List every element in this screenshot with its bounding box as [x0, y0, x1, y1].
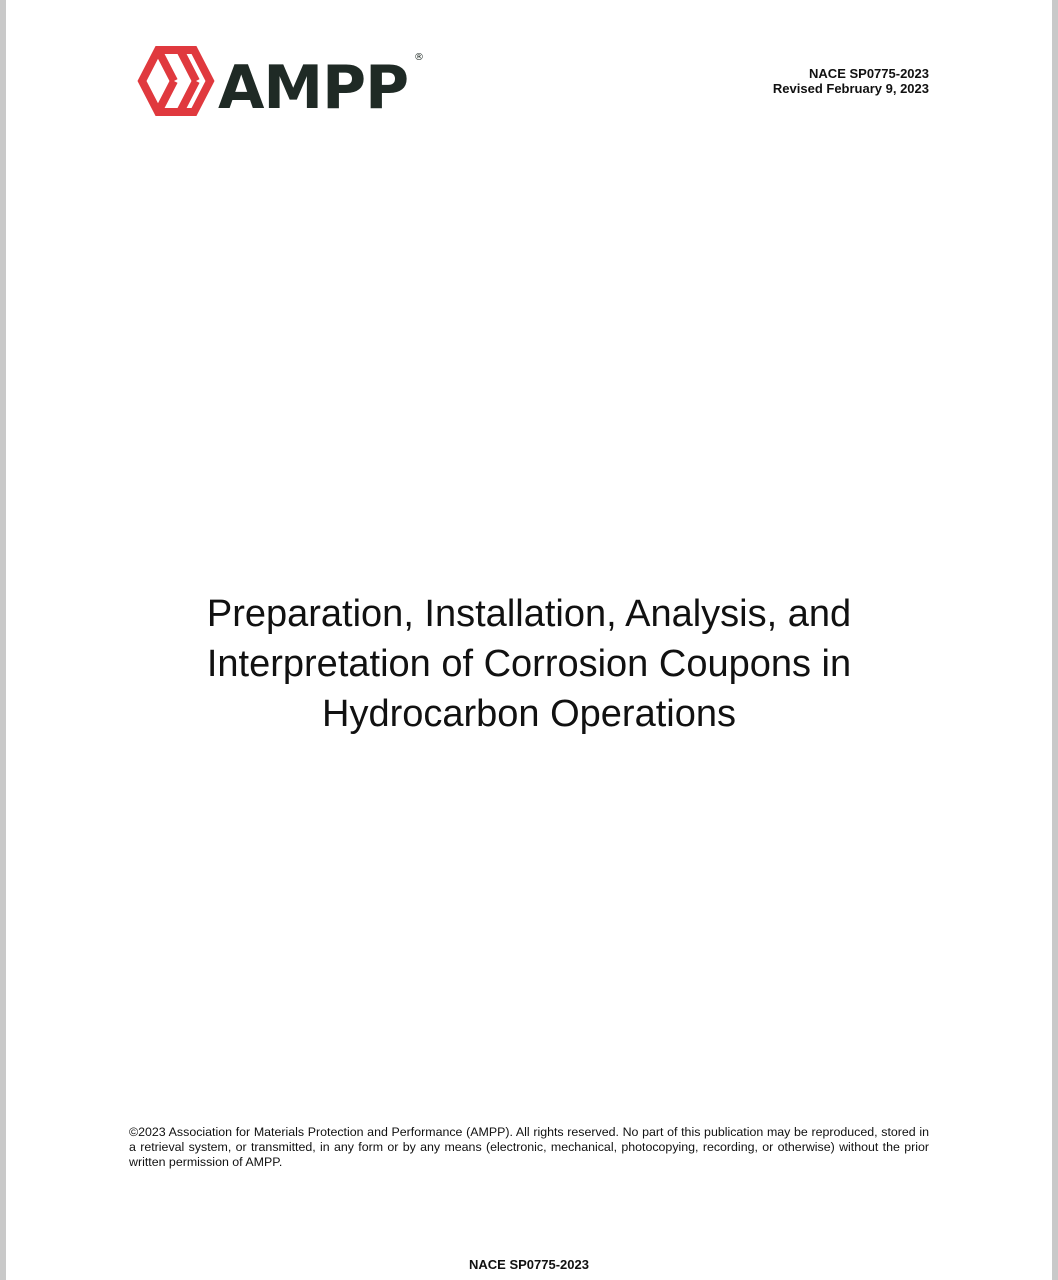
logo-wordmark: AMPP [218, 53, 409, 118]
ampp-logo [128, 44, 428, 118]
revision-date: Revised February 9, 2023 [772, 81, 929, 96]
title-line-3: Hydrocarbon Operations [322, 693, 736, 735]
title-line-2: Interpretation of Corrosion Coupons in [206, 643, 852, 685]
title-line-1: Preparation, Installation, Analysis, and [206, 593, 852, 635]
page-footer: NACE SP0775-2023 [469, 1257, 589, 1272]
document-header [773, 66, 929, 96]
logo-registered-mark: ® [414, 52, 424, 63]
page-border-right [1052, 0, 1058, 1280]
page-border-left [0, 0, 6, 1280]
ampp-logo-mark [128, 44, 428, 118]
document-title [129, 589, 929, 739]
copyright-notice: ©2023 Association for Materials Protection and Performance (AMPP). All rights reserved. No part of this publication may be reproduced, stored in a retrieval system, or transmitted, in any form or by any means (electronic, mechanical, photocopying, recording, or otherwise) without the prior written permission of AMPP. [129, 1125, 929, 1169]
doc-number: NACE SP0775-2023 [809, 66, 929, 81]
